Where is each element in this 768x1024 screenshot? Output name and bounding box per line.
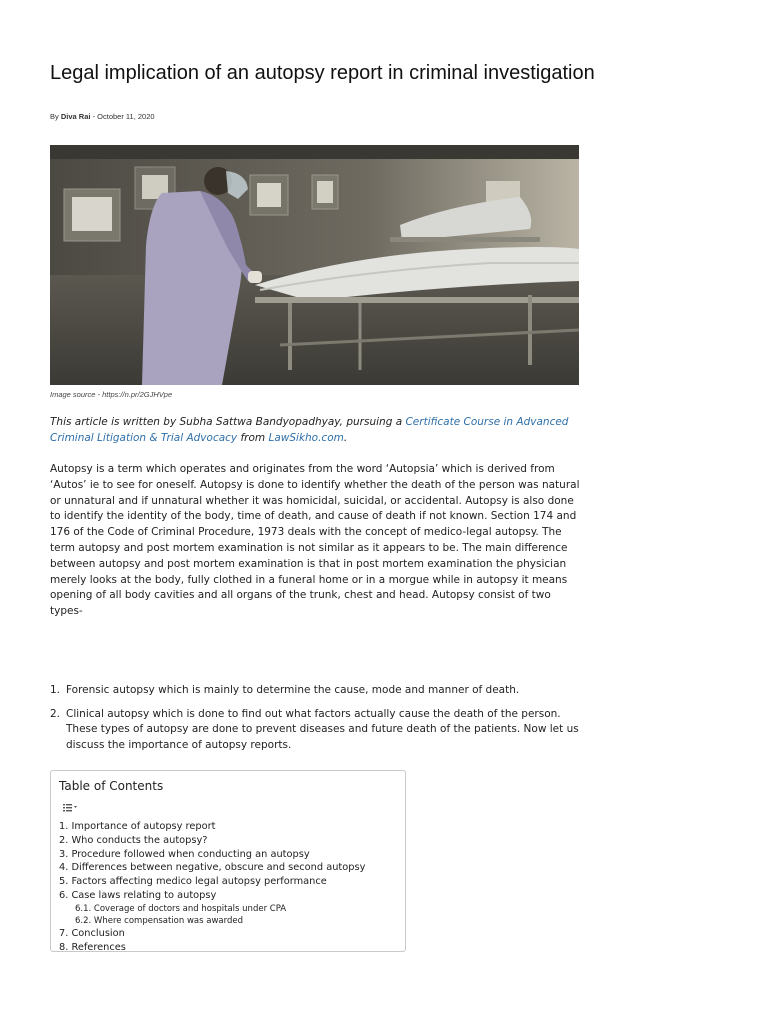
image-caption: Image source - https://n.pr/2GJHVpe (50, 390, 173, 399)
list-item-text: Clinical autopsy which is done to find out what factors actually cause the death of the person. These types of autopsy are done to prevent diseases and future death of the patients. Now let us discuss the importance of autopsy reports. (66, 707, 579, 751)
hero-image (50, 145, 579, 385)
byline-prefix: By (50, 112, 59, 121)
list-icon-svg (63, 804, 77, 812)
intro-text-after: . (343, 431, 348, 444)
article-intro (50, 415, 580, 446)
publish-date: October 11, 2020 (97, 112, 155, 121)
byline (50, 112, 155, 121)
list-item (50, 707, 580, 754)
list-item-number: 2. (50, 707, 61, 720)
autopsy-types-list (50, 683, 580, 761)
author-link[interactable]: Diva Rai (60, 112, 91, 121)
toc-item[interactable]: 6. Case laws relating to autopsy (59, 889, 217, 901)
toc-list (59, 820, 397, 954)
lawsikho-link[interactable]: LawSikho.com (268, 431, 344, 444)
list-icon[interactable] (63, 804, 77, 814)
toc-subitem[interactable]: 6.2. Where compensation was awarded (75, 915, 243, 926)
list-item-number: 1. (50, 684, 61, 696)
intro-text-before: This article is written by Subha Sattwa Bandyopadhyay, pursuing a (50, 416, 406, 428)
toc-item[interactable]: 4. Differences between negative, obscure and second autopsy (59, 862, 366, 874)
autopsy-room-photo (50, 145, 579, 385)
toc-item[interactable]: 5. Factors affecting medico legal autopsy performance (59, 876, 327, 888)
course-link[interactable]: Certificate Course in Advanced Criminal Litigation & Trial Advocacy (50, 416, 569, 444)
list-item-text: Forensic autopsy which is mainly to determine the cause, mode and manner of death. (66, 684, 520, 696)
toc-item[interactable]: 7. Conclusion (59, 927, 125, 939)
toc-subitem[interactable]: 6.1. Coverage of doctors and hospitals under CPA (75, 903, 287, 914)
toc-title: Table of Contents (59, 779, 164, 793)
list-item (50, 683, 580, 699)
intro-text-middle: from (237, 431, 269, 444)
byline-separator: - (92, 112, 96, 121)
table-of-contents (50, 770, 406, 952)
toc-item[interactable]: 1. Importance of autopsy report (59, 821, 216, 832)
toc-item[interactable]: 2. Who conducts the autopsy? (59, 834, 208, 846)
article-title: Legal implication of an autopsy report in criminal investigation (50, 62, 595, 84)
toc-item[interactable]: 3. Procedure followed when conducting an autopsy (59, 848, 310, 860)
toc-item[interactable]: 8. References (59, 941, 126, 953)
body-paragraph: Autopsy is a term which operates and originates from the word ‘Autopsia’ which is derived from ‘Autos’ ie to see for oneself. Autopsy is done to identify whether the death of the person was natural or unnatural and if unnatural whether it was homicidal, suicidal, or accidental. Autopsy is also done to identify the identity of the body, time of death, and cause of death if not known. Section 174 and 176 of the Code of Criminal Procedure, 1973 deals with the concept of medico-legal autopsy. The term autopsy and post mortem examination is not similar as it appears to be. The main difference between autopsy and post mortem examination is that in post mortem examination the physician merely looks at the body, fully clothed in a funeral home or in a morgue while in autopsy it means opening of all body cavities and all organs of the trunk, chest and head. Autopsy consist of two types- (50, 463, 580, 618)
